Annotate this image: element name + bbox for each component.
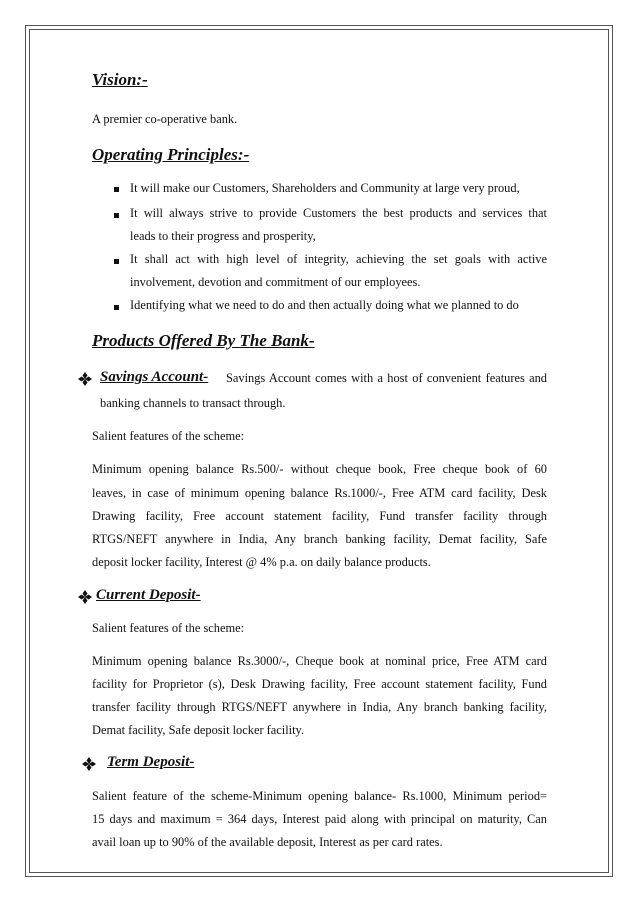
products-heading: Products Offered By The Bank- [92, 331, 315, 350]
savings-intro-cont: banking channels to transact through. [100, 396, 286, 410]
square-bullet-icon [114, 259, 119, 264]
principles-heading: Operating Principles:- [92, 145, 250, 164]
square-bullet-icon [114, 187, 119, 192]
current-heading: Current Deposit- [96, 587, 201, 603]
vision-heading: Vision:- [92, 70, 148, 89]
savings-heading: Savings Account- [100, 369, 209, 385]
principle-item-cont: leads to their progress and prosperity, [130, 229, 316, 243]
term-detail-line: Salient feature of the scheme-Minimum opening balance- Rs.1000, Minimum period= [92, 789, 547, 803]
term-detail-line: avail loan up to 90% of the available deposit, Interest as per card rates. [92, 835, 443, 849]
term-heading: Term Deposit- [107, 754, 195, 770]
savings-detail-line: deposit locker facility, Interest @ 4% p.a. on daily balance products. [92, 555, 431, 569]
diamond-bullet-icon [78, 372, 92, 386]
current-salient-label: Salient features of the scheme: [92, 621, 245, 635]
square-bullet-icon [114, 305, 119, 310]
current-detail-line: Demat facility, Safe deposit locker facility. [92, 723, 305, 737]
savings-detail-line: Minimum opening balance Rs.500/- without cheque book, Free cheque book of 60 [92, 462, 547, 476]
principle-item: It will always strive to provide Customers the best products and services that [130, 206, 547, 220]
savings-detail-line: Drawing facility, Free account statement facility, Fund transfer facility through [92, 509, 547, 523]
current-detail-line: facility for Proprietor (s), Desk Drawing facility, Free account statement facility, Fund [92, 677, 547, 691]
savings-detail-line: leaves, in case of minimum opening balance Rs.1000/-, Free ATM card facility, Desk [92, 486, 547, 500]
current-detail-line: transfer facility through RTGS/NEFT anywhere in India, Any branch banking facility, [92, 700, 547, 714]
diamond-bullet-icon [78, 590, 92, 604]
savings-intro: Savings Account comes with a host of convenient features and [226, 371, 547, 385]
diamond-bullet-icon [82, 757, 96, 771]
principle-item: Identifying what we need to do and then actually doing what we planned to do [130, 298, 519, 312]
savings-salient-label: Salient features of the scheme: [92, 429, 245, 443]
term-detail-line: 15 days and maximum = 364 days, Interest paid along with principal on maturity, Can [92, 812, 547, 826]
current-detail-line: Minimum opening balance Rs.3000/-, Cheque book at nominal price, Free ATM card [92, 654, 547, 668]
principle-item-cont: involvement, devotion and commitment of our employees. [130, 275, 421, 289]
principle-item: It will make our Customers, Shareholders and Community at large very proud, [130, 181, 520, 195]
principle-item: It shall act with high level of integrity, achieving the set goals with active [130, 252, 547, 266]
savings-detail-line: RTGS/NEFT anywhere in India, Any branch banking facility, Demat facility, Safe [92, 532, 547, 546]
vision-text: A premier co-operative bank. [92, 112, 238, 126]
square-bullet-icon [114, 213, 119, 218]
